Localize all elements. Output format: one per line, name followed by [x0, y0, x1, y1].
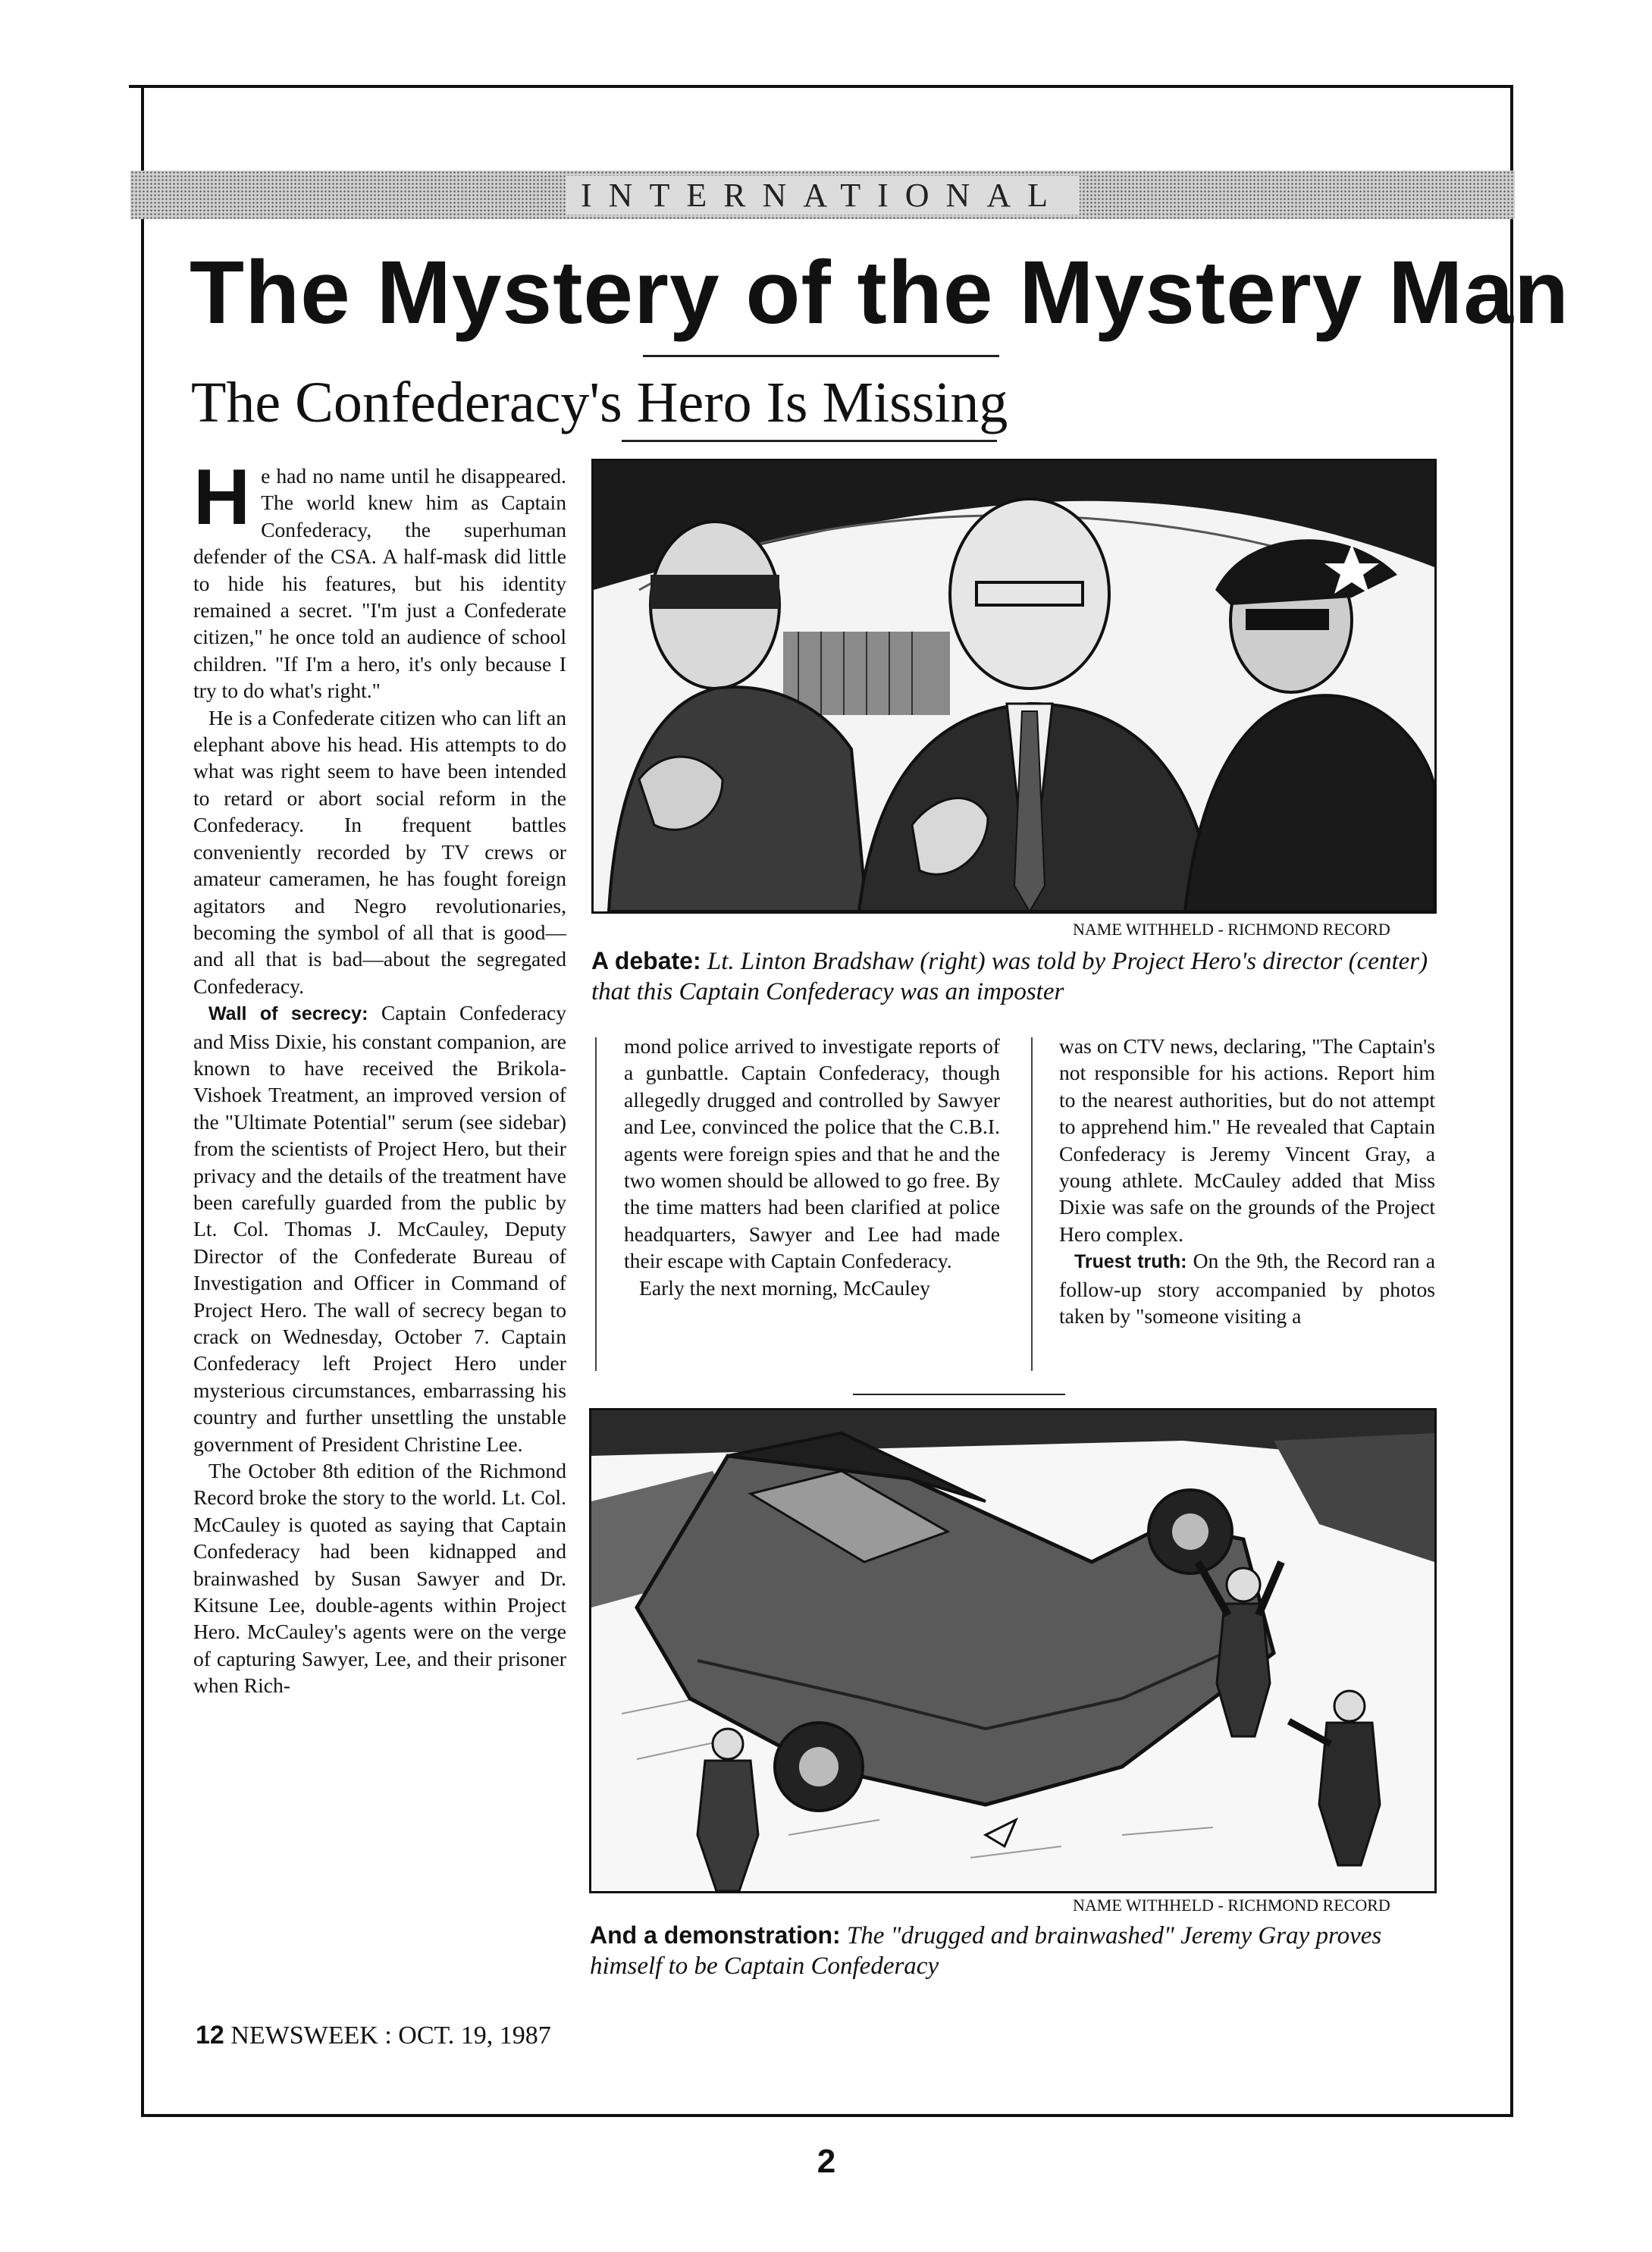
page-number: 2 — [817, 2143, 836, 2180]
photo-demonstration-illustration — [591, 1410, 1434, 1891]
subhead-rule — [622, 440, 997, 442]
col1-paragraph-3: Captain Confederacy and Miss Dixie, his constant companion, are known to have received the Brikola-Vishoek Treatment, an improved version of the "Ultimate Potential" serum (see sidebar) from the scientists of Project Hero, but their privacy and the details of the treatment have been carefully guarded from the public by Lt. Col. Thomas J. McCauley, Deputy Director of the Confederate Bureau of Investigation and Officer in Command of Project Hero. The wall of secrecy began to crack on Wednesday, October 7. Captain Confederacy left Project Hero under mysterious circumstances, embarrassing his country and further unsettling the unstable government of President Christine Lee. — [193, 1001, 566, 1456]
photo-demonstration — [589, 1408, 1437, 1893]
column-rule-left — [595, 1037, 597, 1371]
runin-wall-of-secrecy: Wall of secrecy: — [208, 1003, 368, 1025]
photo-debate-illustration — [594, 461, 1434, 911]
subhead: The Confederacy's Hero Is Missing — [191, 371, 1008, 434]
col2-paragraph-2: Early the next morning, McCauley — [639, 1275, 930, 1300]
page-footer — [196, 2021, 551, 2050]
runin-truest-truth: Truest truth: — [1074, 1251, 1187, 1273]
headline-rule — [643, 355, 999, 357]
section-label: INTERNATIONAL — [566, 176, 1080, 215]
photo-debate-credit: NAME WITHHELD - RICHMOND RECORD — [1073, 920, 1390, 939]
column-rule-right — [1031, 1037, 1033, 1371]
photo-demonstration-credit: NAME WITHHELD - RICHMOND RECORD — [1073, 1896, 1390, 1915]
section-banner — [130, 171, 1515, 219]
photo-debate-caption — [591, 946, 1437, 1007]
article-column-2 — [624, 1033, 1000, 1301]
photo2-top-rule — [853, 1394, 1065, 1395]
article-column-3 — [1059, 1033, 1435, 1329]
footer-publication: NEWSWEEK : OCT. 19, 1987 — [224, 2021, 551, 2050]
headline: The Mystery of the Mystery Man — [190, 243, 1570, 343]
photo-debate-caption-lead: A debate: — [591, 947, 701, 974]
photo-demonstration-caption-lead: And a demonstration: — [590, 1921, 841, 1949]
photo-demonstration-caption-text: The "drugged and brainwashed" Jeremy Gray proves himself to be Captain Confederacy — [590, 1922, 1382, 1980]
col1-paragraph-1: e had no name until he disappeared. The world knew him as Captain Confederacy, the superhuman defender of the CSA. A half-mask did little to hide his features, but his identity remained a secret. "I'm just a Confederate citizen," he once told an audience of school children. "If I'm a hero, it's only because I try to do what's right." — [193, 464, 566, 703]
col2-paragraph-1: mond police arrived to investigate reports of a gunbattle. Captain Confederacy, though allegedly drugged and controlled by Sawyer and Lee, convinced the police that the C.B.I. agents were foreign spies and that he and the two women should be allowed to go free. By the time matters had been clarified at police headquarters, Sawyer and Lee had made their escape with Captain Confederacy. — [624, 1034, 1000, 1273]
col1-paragraph-2: He is a Confederate citizen who can lift an elephant above his head. His attempts to do what was right seem to have been intended to retard or abort social reform in the Confederacy. In frequent battles conveniently recorded by TV crews or amateur cameramen, he has fought foreign agitators and Negro revolutionaries, becoming the symbol of all that is good—and all that is bad—about the segregated Confederacy. — [193, 705, 566, 998]
article-column-1 — [193, 453, 566, 1699]
col1-paragraph-4: The October 8th edition of the Richmond Record broke the story to the world. Lt. Col. McCauley is quoted as saying that Captain Confederacy had been kidnapped and brainwashed by Susan Sawyer and Dr. Kitsune Lee, double-agents within Project Hero. McCauley's agents were on the verge of capturing Sawyer, Lee, and their prisoner when Rich- — [193, 1459, 566, 1698]
photo-debate — [591, 459, 1437, 914]
photo-demonstration-caption — [590, 1920, 1437, 1981]
footer-page-number: 12 — [196, 2021, 224, 2050]
drop-cap: H — [193, 453, 251, 541]
photo-debate-caption-text: Lt. Linton Bradshaw (right) was told by Project Hero's director (center) that this Captain Confederacy was an imposter — [591, 948, 1428, 1005]
col3-paragraph-1: was on CTV news, declaring, "The Captain's not responsible for his actions. Report him to the nearest authorities, but do not attempt to apprehend him." He revealed that Captain Confederacy is Jeremy Vincent Gray, a young athlete. McCauley added that Miss Dixie was safe on the grounds of the Project Hero complex. — [1059, 1034, 1435, 1246]
col3-paragraph-2: On the 9th, the Record ran a follow-up story accompanied by photos taken by "someone visiting a — [1059, 1249, 1435, 1328]
